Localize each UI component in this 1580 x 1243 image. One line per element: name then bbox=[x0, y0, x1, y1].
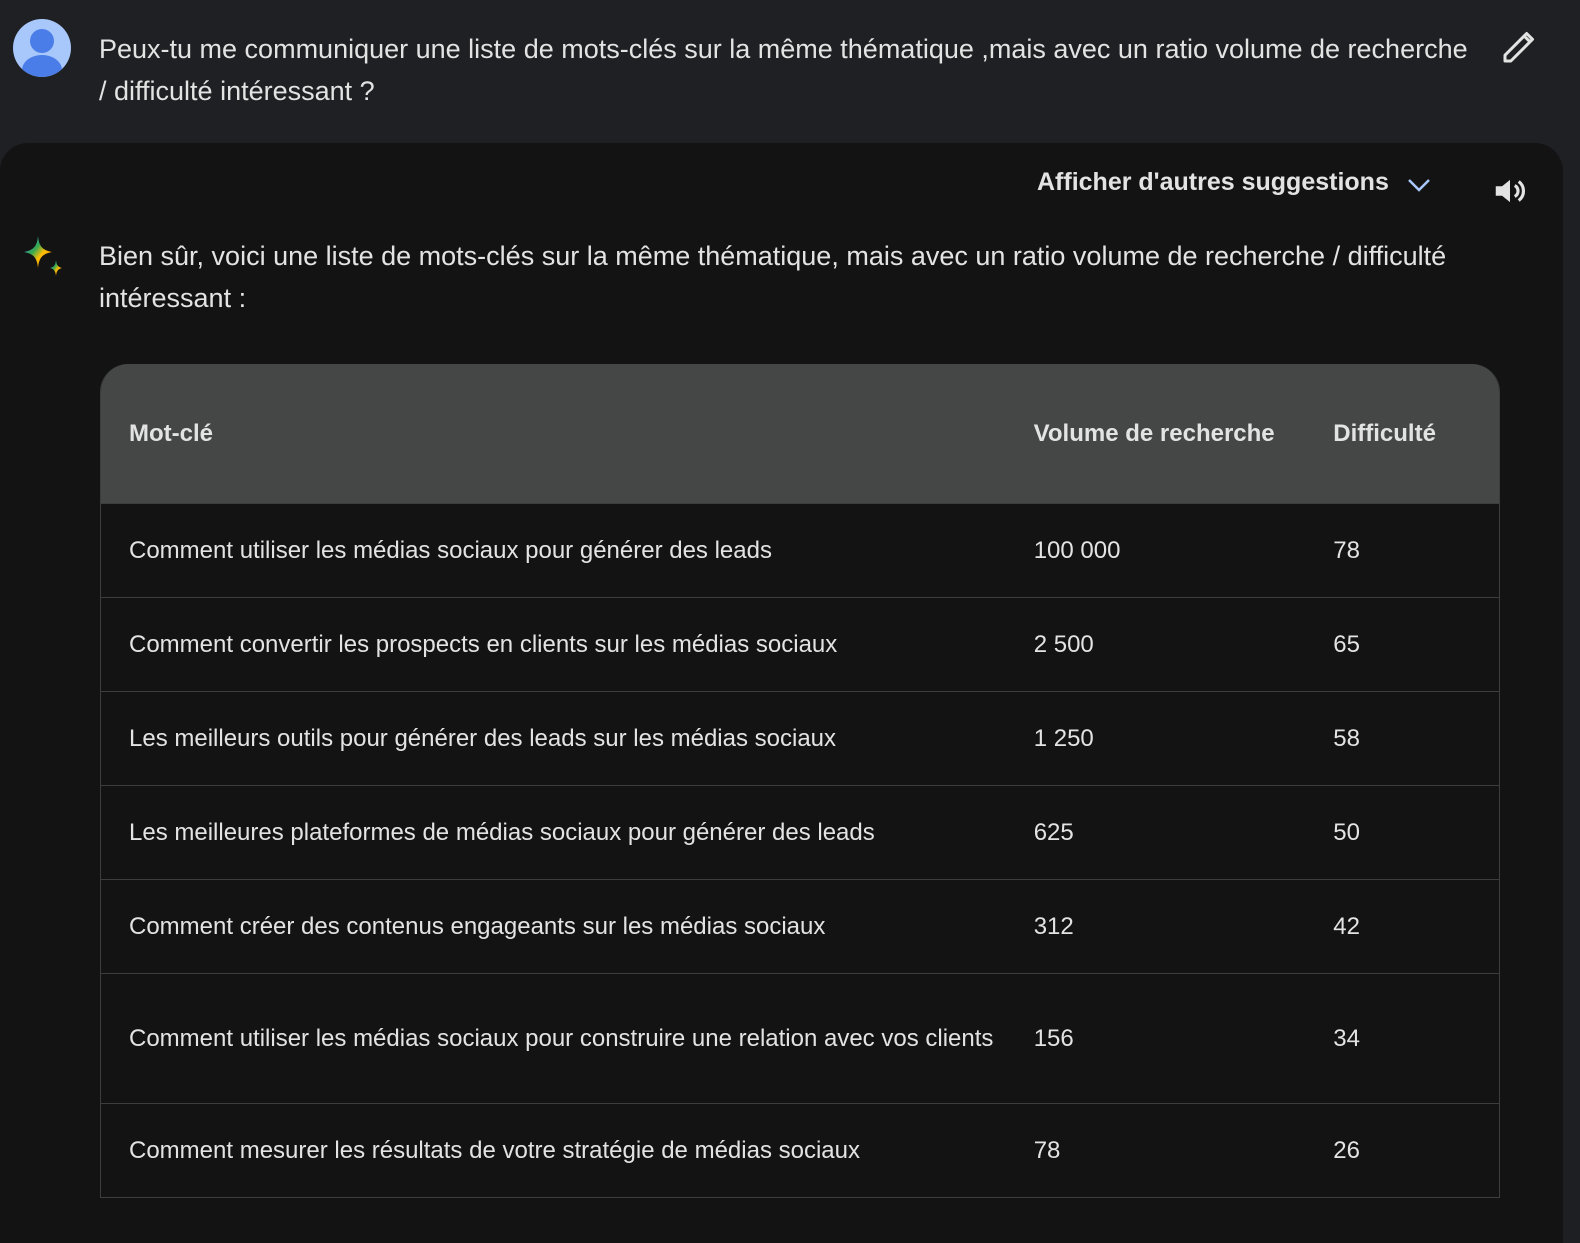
cell-keyword: Comment mesurer les résultats de votre stratégie de médias sociaux bbox=[129, 1136, 860, 1164]
table-row bbox=[101, 691, 1499, 785]
cell-difficulty: 42 bbox=[1333, 912, 1360, 940]
user-avatar[interactable] bbox=[13, 19, 71, 77]
table-row bbox=[101, 879, 1499, 973]
prompt-text: Peux-tu me communiquer une liste de mots-clés sur la même thématique ,mais avec un ratio volume de recherche / difficulté intéressant ? bbox=[99, 34, 1468, 106]
user-prompt bbox=[0, 0, 1580, 160]
table-row bbox=[101, 503, 1499, 597]
header-keyword: Mot-clé bbox=[129, 419, 213, 447]
table-header bbox=[101, 364, 1499, 503]
show-suggestions-button[interactable]: Afficher d'autres suggestions bbox=[1037, 168, 1389, 196]
gemini-sparkle-icon bbox=[16, 232, 66, 282]
cell-keyword: Comment convertir les prospects en clients sur les médias sociaux bbox=[129, 630, 838, 658]
table-row bbox=[101, 597, 1499, 691]
keywords-table bbox=[100, 364, 1500, 1198]
response-intro: Bien sûr, voici une liste de mots-clés sur la même thématique, mais avec un ratio volume de recherche / difficulté intéressant : bbox=[99, 241, 1447, 313]
cell-keyword: Les meilleurs outils pour générer des leads sur les médias sociaux bbox=[129, 724, 837, 752]
cell-volume: 100 000 bbox=[1033, 536, 1121, 564]
cell-keyword: Comment créer des contenus engageants sur les médias sociaux bbox=[129, 912, 826, 940]
cell-difficulty: 58 bbox=[1333, 724, 1360, 752]
cell-difficulty: 26 bbox=[1333, 1136, 1360, 1164]
cell-difficulty: 50 bbox=[1333, 818, 1360, 846]
chevron-down-icon[interactable] bbox=[1406, 175, 1432, 195]
cell-keyword: Comment utiliser les médias sociaux pour construire une relation avec vos clients bbox=[129, 1024, 994, 1052]
cell-keyword: Comment utiliser les médias sociaux pour générer des leads bbox=[129, 536, 772, 564]
speaker-icon[interactable] bbox=[1490, 172, 1530, 210]
cell-difficulty: 65 bbox=[1333, 630, 1360, 658]
cell-volume: 312 bbox=[1033, 912, 1074, 940]
cell-volume: 78 bbox=[1033, 1136, 1061, 1164]
table-row bbox=[101, 973, 1499, 1103]
cell-difficulty: 78 bbox=[1333, 536, 1360, 564]
table-row bbox=[101, 1103, 1499, 1197]
cell-volume: 1 250 bbox=[1033, 724, 1094, 752]
cell-volume: 2 500 bbox=[1033, 630, 1094, 658]
header-volume: Volume de recherche bbox=[1033, 419, 1275, 447]
cell-difficulty: 34 bbox=[1333, 1024, 1360, 1052]
table-row bbox=[101, 785, 1499, 879]
edit-pencil-icon[interactable] bbox=[1500, 26, 1540, 66]
cell-volume: 625 bbox=[1033, 818, 1074, 846]
header-difficulty: Difficulté bbox=[1333, 419, 1436, 447]
cell-keyword: Les meilleures plateformes de médias sociaux pour générer des leads bbox=[129, 818, 875, 846]
cell-volume: 156 bbox=[1033, 1024, 1074, 1052]
